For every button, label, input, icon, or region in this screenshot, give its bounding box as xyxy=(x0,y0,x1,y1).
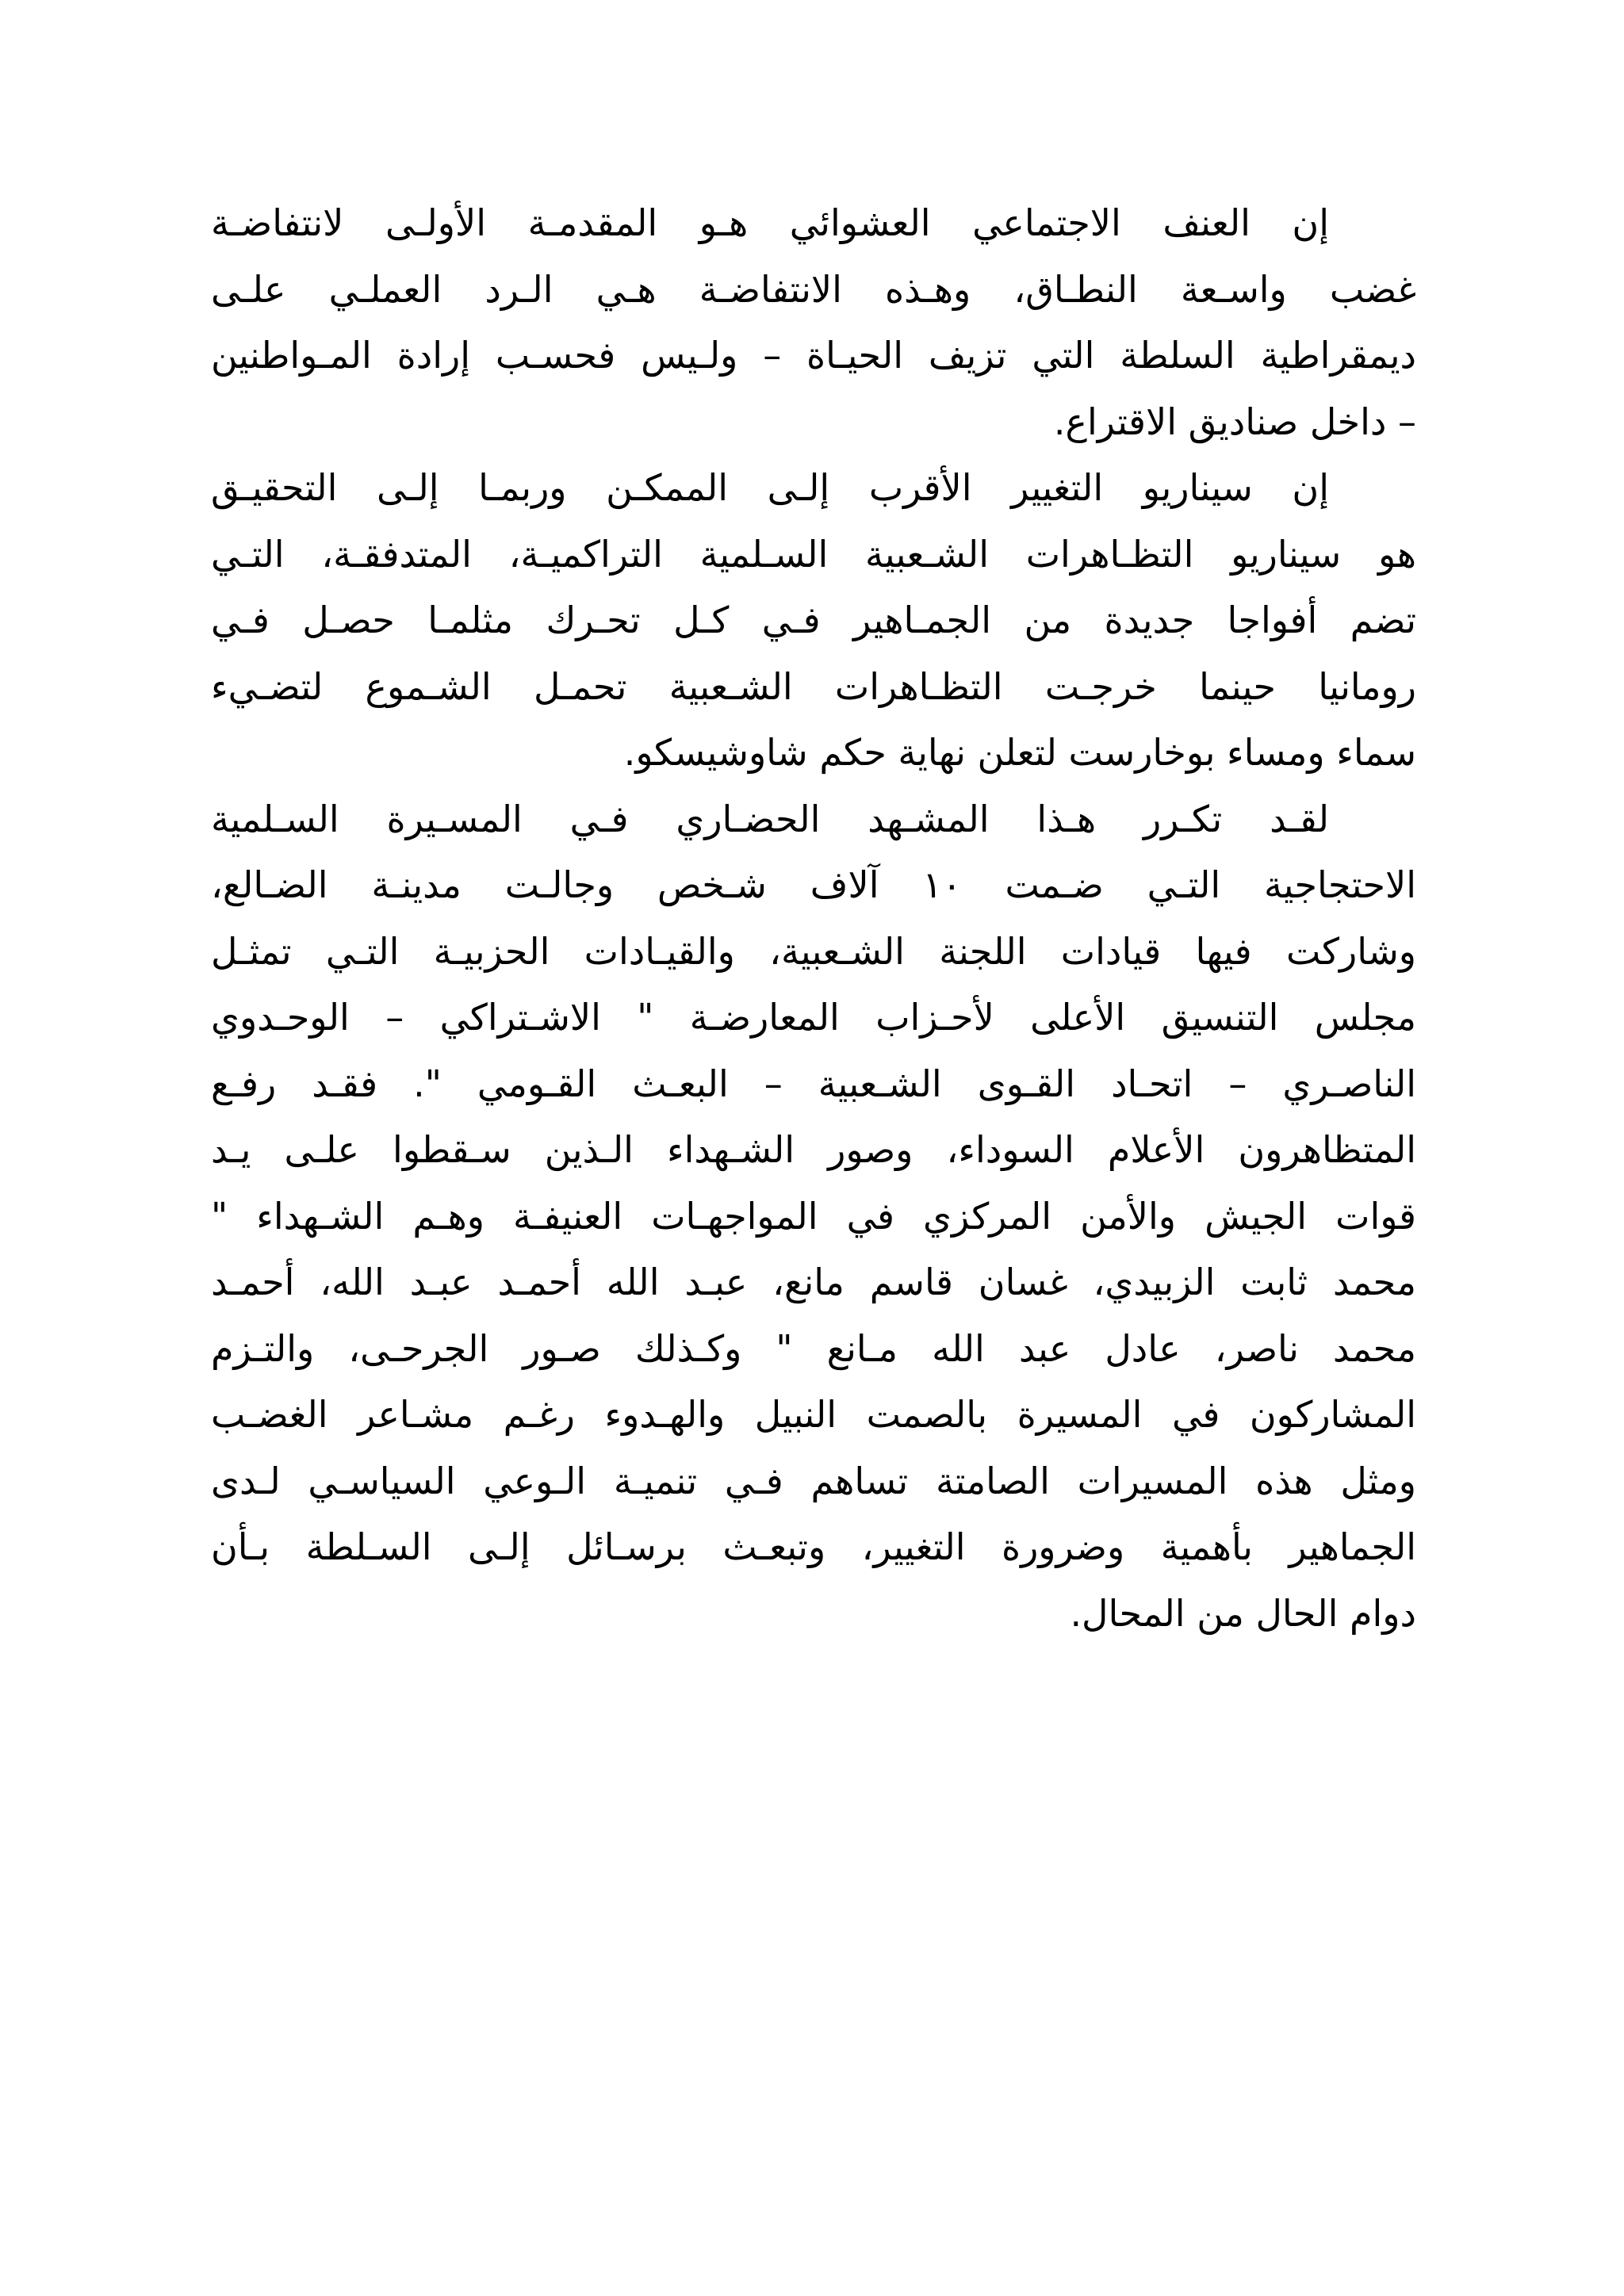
text-line: هو سيناريو التظـاهرات الشـعبية السـلمية التراكميـة، المتدفقـة، التـي xyxy=(211,532,1416,576)
text-line: المشاركون في المسيرة بالصمت النبيل والهـدوء رغـم مشـاعر الغضـب xyxy=(211,1393,1416,1436)
text-line: – داخل صناديق الاقتراع. xyxy=(1053,400,1416,443)
text-line: سماء ومساء بوخارست لتعلن نهاية حكم شاوشيسكو. xyxy=(623,731,1416,774)
paragraph-1 xyxy=(211,190,1416,455)
text-line: مجلس التنسيق الأعلى لأحـزاب المعارضـة " الاشـتراكي – الوحـدوي xyxy=(211,996,1416,1039)
text-line: محمد ناصر، عادل عبد الله مـانع " وكـذلك صـور الجرحـى، والتـزم xyxy=(211,1326,1416,1370)
text-line: محمد ثابت الزبيدي، غسان قاسم مانع، عبـد الله أحمـد عبـد الله، أحمـد xyxy=(211,1261,1416,1303)
text-line: قوات الجيش والأمن المركزي في المواجهـات العنيفـة وهـم الشـهداء " xyxy=(211,1194,1416,1238)
text-line: رومانيا حينما خرجـت التظـاهرات الشـعبية تحمـل الشـموع لتضـيء xyxy=(211,664,1416,708)
text-line: المتظاهرون الأعلام السوداء، وصور الشـهداء الـذين سـقطوا علـى يـد xyxy=(211,1128,1416,1171)
text-line: لقـد تكـرر هـذا المشـهد الحضـاري فـي المسـيرة السـلمية xyxy=(211,797,1329,840)
text-line: إن سيناريو التغيير الأقرب إلـى الممكـن وربمـا إلـى التحقيـق xyxy=(211,466,1329,509)
document-body xyxy=(211,190,1416,1647)
text-line: الجماهير بأهمية وضرورة التغيير، وتبعـث برسـائل إلـى السـلطة بـأن xyxy=(211,1525,1416,1568)
paragraph-3 xyxy=(211,786,1416,1647)
text-line: دوام الحال من المحال. xyxy=(1070,1591,1416,1635)
text-line: ديمقراطية السلطة التي تزيف الحيـاة – ولـيس فحسـب إرادة المـواطنين xyxy=(211,334,1416,377)
text-line: إن العنف الاجتماعي العشوائي هـو المقدمـة الأولـى لانتفاضـة xyxy=(211,201,1329,244)
text-line: ومثل هذه المسيرات الصامتة تساهم فـي تنميـة الـوعي السياسـي لـدى xyxy=(211,1459,1416,1502)
text-line: الاحتجاجية التـي ضـمت ١٠ آلاف شـخص وجالـت مدينـة الضـالع، xyxy=(211,863,1416,906)
text-line: تضم أفواجا جديدة من الجمـاهير فـي كـل تحـرك مثلمـا حصـل فـي xyxy=(211,599,1416,641)
text-line: غضب واسـعة النطـاق، وهـذه الانتفاضـة هـي الـرد العملـي علـى xyxy=(211,267,1416,311)
text-line: الناصـري – اتحـاد القـوى الشـعبية – البعـث القـومي ". فقـد رفـع xyxy=(211,1062,1416,1105)
text-line: وشاركت فيها قيادات اللجنة الشـعبية، والقيـادات الحزبيـة التـي تمثـل xyxy=(211,929,1416,973)
paragraph-2 xyxy=(211,455,1416,786)
